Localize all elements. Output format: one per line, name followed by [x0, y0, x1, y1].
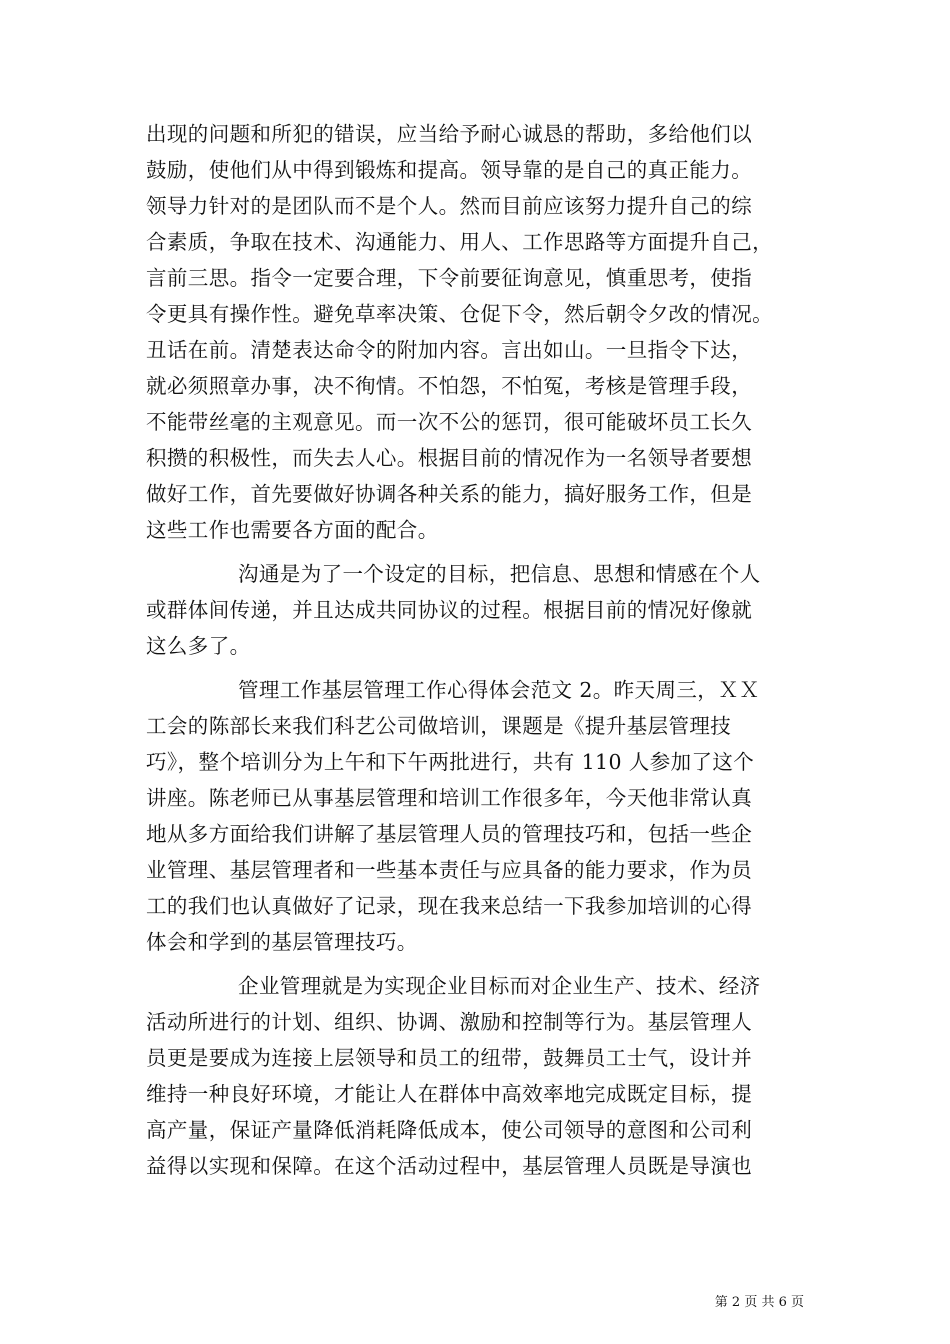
text-line: 体会和学到的基层管理技巧。	[146, 930, 418, 954]
text-line: 企业管理就是为实现企业目标而对企业生产、技术、经济	[238, 974, 761, 998]
paragraph-2	[146, 556, 806, 664]
text-line: 高产量，保证产量降低消耗降低成本，使公司领导的意图和公司利	[146, 1118, 753, 1142]
paragraph-4	[146, 968, 806, 1184]
text-line: 这些工作也需要各方面的配合。	[146, 518, 439, 542]
text-line: 就必须照章办事，决不徇情。不怕怨，不怕冤，考核是管理手段，	[146, 374, 753, 398]
text-line: 活动所进行的计划、组织、协调、激励和控制等行为。基层管理人	[146, 1010, 753, 1034]
text-line: 领导力针对的是团队而不是个人。然而目前应该努力提升自己的综	[146, 194, 753, 218]
text-line: 丑话在前。清楚表达命令的附加内容。言出如山。一旦指令下达，	[146, 338, 753, 362]
text-line: 维持一种良好环境，才能让人在群体中高效率地完成既定目标，提	[146, 1082, 753, 1106]
text-line: 做好工作，首先要做好协调各种关系的能力，搞好服务工作，但是	[146, 482, 753, 506]
text-line: 言前三思。指令一定要合理，下令前要征询意见，慎重思考，使指	[146, 266, 753, 290]
text-line: 鼓励，使他们从中得到锻炼和提高。领导靠的是自己的真正能力。	[146, 158, 753, 182]
text-line: 地从多方面给我们讲解了基层管理人员的管理技巧和，包括一些企	[146, 822, 753, 846]
text-line: 或群体间传递，并且达成共同协议的过程。根据目前的情况好像就	[146, 598, 753, 622]
paragraph-1	[146, 116, 806, 548]
paragraph-3	[146, 672, 806, 960]
text-line: 令更具有操作性。避免草率决策、仓促下令，然后朝令夕改的情况。	[146, 302, 773, 326]
text-line: 合素质，争取在技术、沟通能力、用人、工作思路等方面提升自己，	[146, 230, 773, 254]
text-line: 出现的问题和所犯的错误，应当给予耐心诚恳的帮助，多给他们以	[146, 122, 753, 146]
text-line: 巧》，整个培训分为上午和下午两批进行，共有 110 人参加了这个	[146, 750, 755, 774]
text-line: 沟通是为了一个设定的目标，把信息、思想和情感在个人	[238, 562, 761, 586]
text-line: 员更是要成为连接上层领导和员工的纽带，鼓舞员工士气，设计并	[146, 1046, 753, 1070]
text-line: 积攒的积极性，而失去人心。根据目前的情况作为一名领导者要想	[146, 446, 753, 470]
text-line: 不能带丝毫的主观意见。而一次不公的惩罚，很可能破坏员工长久	[146, 410, 753, 434]
text-line: 业管理、基层管理者和一些基本责任与应具备的能力要求，作为员	[146, 858, 753, 882]
text-line: 讲座。陈老师已从事基层管理和培训工作很多年，今天他非常认真	[146, 786, 753, 810]
text-line: 工的我们也认真做好了记录，现在我来总结一下我参加培训的心得	[146, 894, 753, 918]
document-body	[146, 116, 806, 1184]
text-line: 这么多了。	[146, 634, 251, 658]
text-line: 工会的陈部长来我们科艺公司做培训，课题是《提升基层管理技	[146, 714, 732, 738]
text-line: 益得以实现和保障。在这个活动过程中，基层管理人员既是导演也	[146, 1154, 753, 1178]
text-line: 管理工作基层管理工作心得体会范文 2。昨天周三，ＸＸ	[238, 678, 760, 702]
page-number-footer: 第 2 页 共 6 页	[714, 1295, 804, 1310]
